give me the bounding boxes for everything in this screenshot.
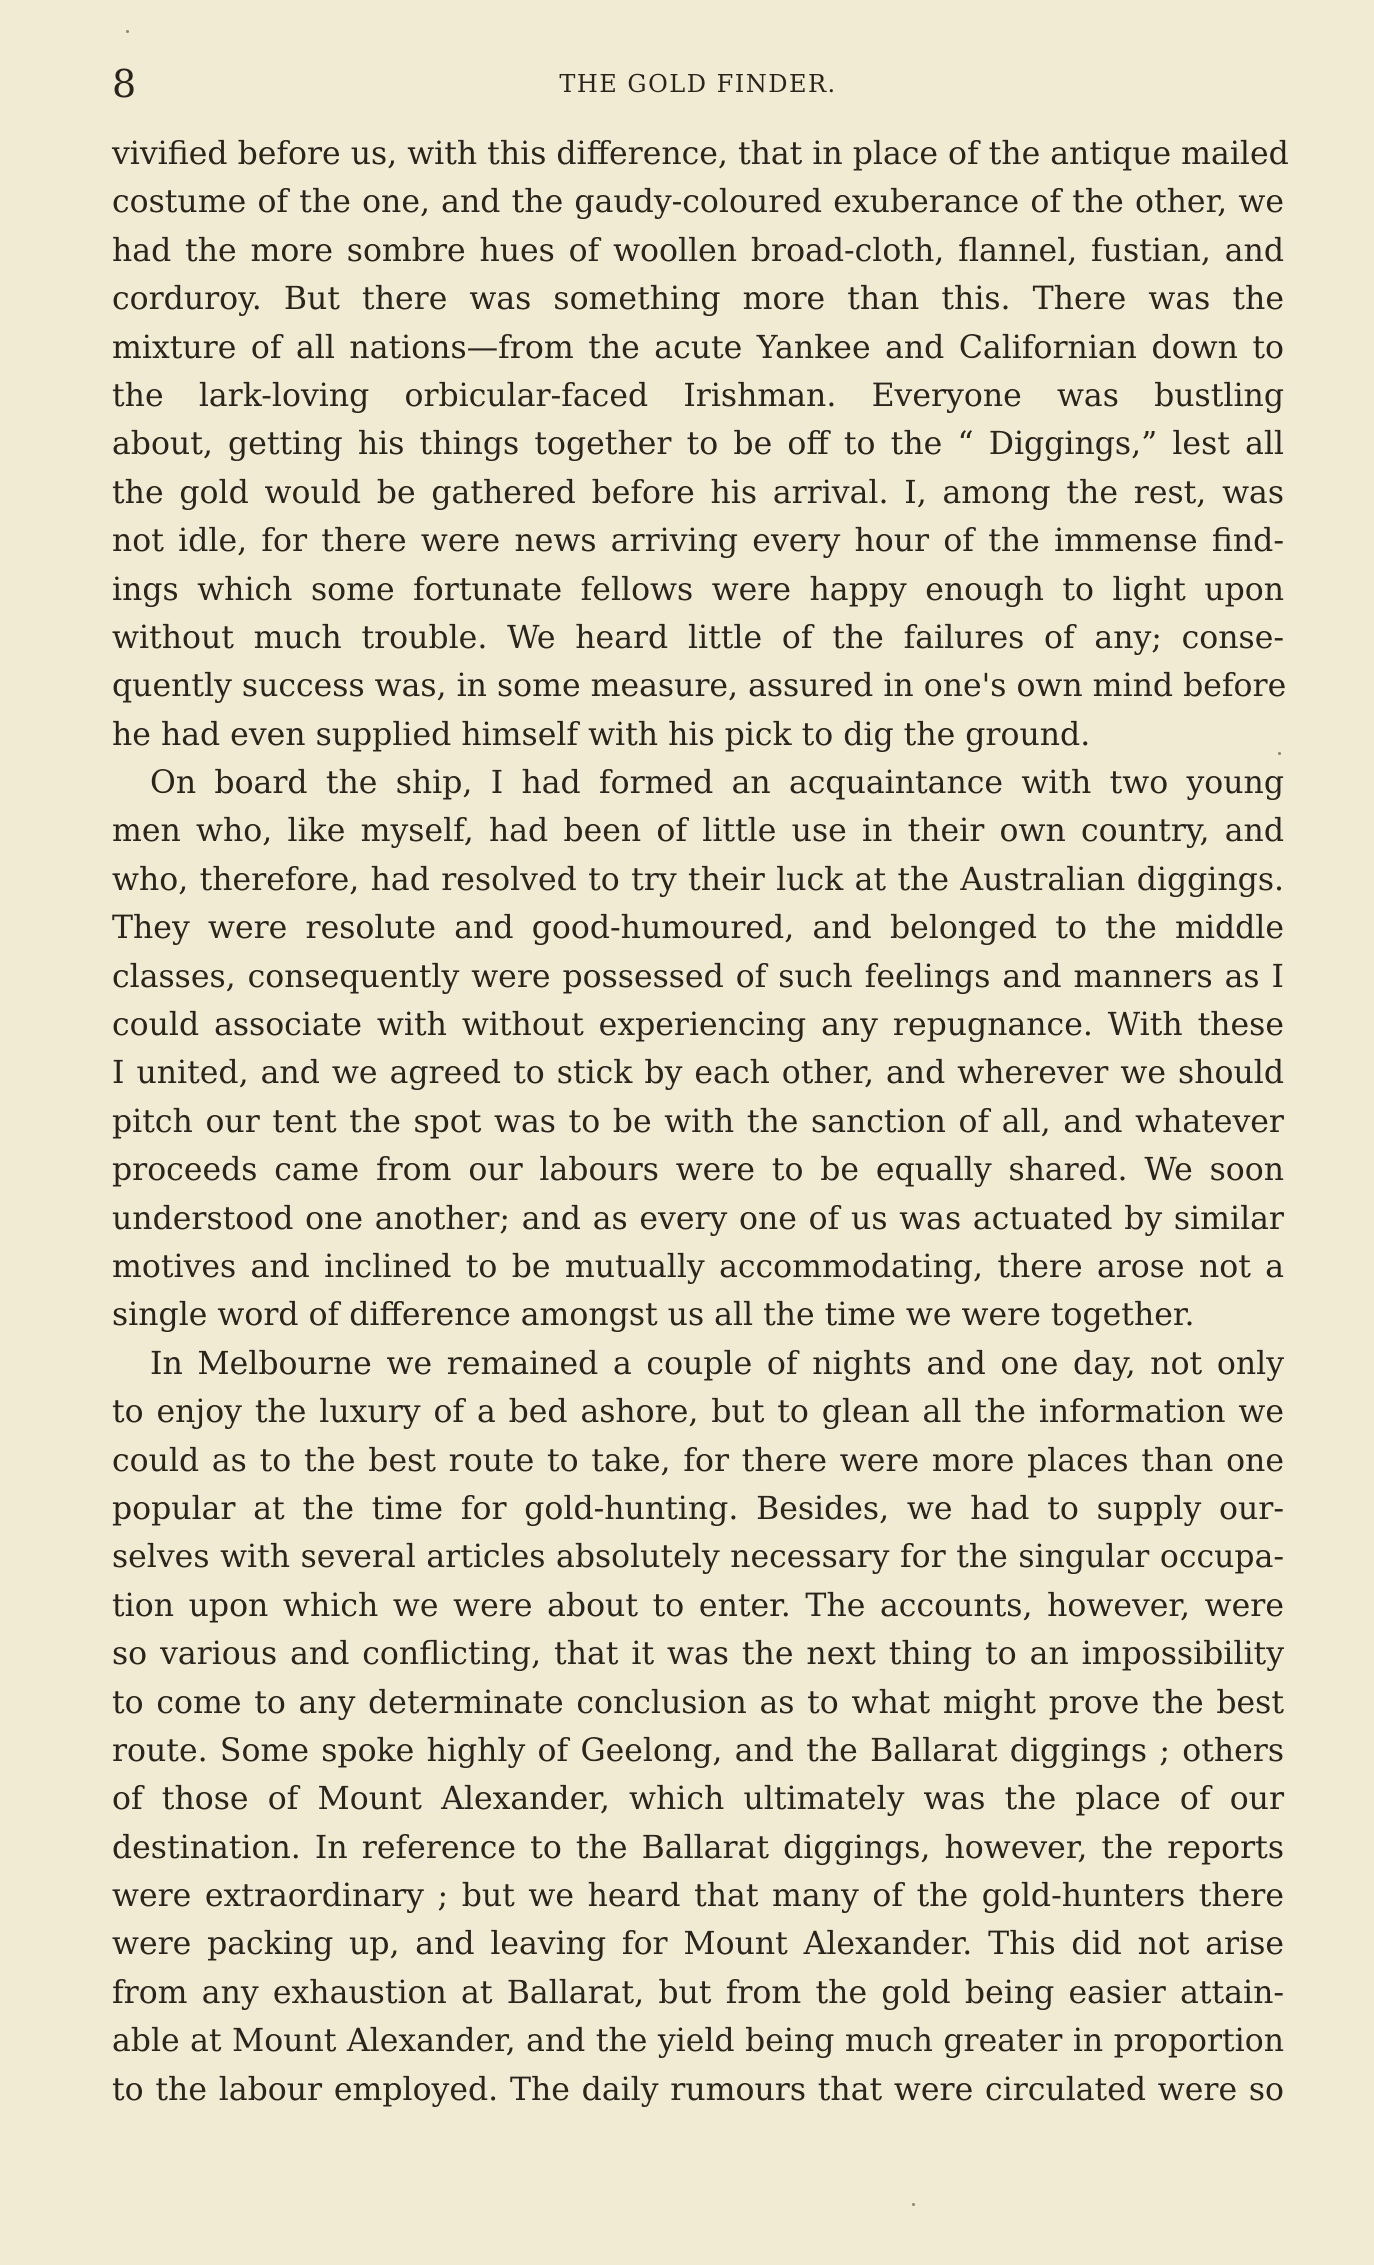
paragraph-start-line: In Melbourne we remained a couple of nights and one day, not only <box>150 1345 1284 1382</box>
text-line: motives and inclined to be mutually accommodating, there arose not a <box>112 1248 1284 1285</box>
text-line: the lark-loving orbicular-faced Irishman. Everyone was bustling <box>112 377 1284 414</box>
text-line: the gold would be gathered before his arrival. I, among the rest, was <box>112 474 1284 511</box>
text-line: who, therefore, had resolved to try their luck at the Australian diggings. <box>112 861 1284 898</box>
text-line: without much trouble. We heard little of the failures of any; conse- <box>112 619 1284 656</box>
text-line: could as to the best route to take, for there were more places than one <box>112 1442 1284 1479</box>
text-line: not idle, for there were news arriving every hour of the immense find- <box>112 523 1284 560</box>
text-line: about, getting his things together to be off to the “ Diggings,” lest all <box>112 426 1284 463</box>
text-line: route. Some spoke highly of Geelong, and the Ballarat diggings ; others <box>112 1732 1284 1769</box>
text-line: proceeds came from our labours were to be equally shared. We soon <box>112 1152 1284 1189</box>
text-line: classes, consequently were possessed of such feelings and manners as I <box>112 958 1284 995</box>
body-text <box>112 130 1289 2114</box>
paragraph-start-line: On board the ship, I had formed an acquaintance with two young <box>150 765 1284 802</box>
text-line: popular at the time for gold-hunting. Besides, we had to supply our- <box>112 1490 1284 1527</box>
text-line: understood one another; and as every one of us was actuated by similar <box>112 1200 1284 1237</box>
text-line: pitch our tent the spot was to be with the sanction of all, and whatever <box>112 1103 1284 1140</box>
paper-speck <box>126 30 129 33</box>
text-line: quently success was, in some measure, assured in one's own mind before <box>112 668 1287 705</box>
text-line: mixture of all nations—from the acute Yankee and Californian down to <box>112 329 1284 366</box>
text-line: to enjoy the luxury of a bed ashore, but to glean all the information we <box>112 1394 1284 1431</box>
text-line: to the labour employed. The daily rumours that were circulated were so <box>112 2071 1284 2108</box>
paragraph-end-line: he had even supplied himself with his pick to dig the ground. <box>112 716 1091 753</box>
text-line: of those of Mount Alexander, which ultimately was the place of our <box>112 1781 1284 1818</box>
text-line: able at Mount Alexander, and the yield being much greater in proportion <box>112 2023 1284 2060</box>
text-line: corduroy. But there was something more than this. There was the <box>112 281 1284 318</box>
page-header <box>112 62 1284 106</box>
paper-speck <box>912 2203 915 2206</box>
text-line: ings which some fortunate fellows were happy enough to light upon <box>112 571 1284 608</box>
text-line: were packing up, and leaving for Mount Alexander. This did not arise <box>112 1926 1284 1963</box>
text-line: destination. In reference to the Ballarat diggings, however, the reports <box>112 1829 1284 1866</box>
text-line: so various and conflicting, that it was the next thing to an impossibility <box>112 1636 1284 1673</box>
text-line: could associate with without experiencing any repugnance. With these <box>112 1007 1284 1044</box>
page-number: 8 <box>112 62 137 106</box>
text-line: from any exhaustion at Ballarat, but from the gold being easier attain- <box>112 1974 1284 2011</box>
text-line: selves with several articles absolutely necessary for the singular occupa- <box>112 1539 1284 1576</box>
running-title: THE GOLD FINDER. <box>559 70 837 98</box>
text-line: vivified before us, with this difference, that in place of the antique mailed <box>112 136 1289 172</box>
text-line: I united, and we agreed to stick by each other, and wherever we should <box>112 1055 1284 1092</box>
text-line: men who, like myself, had been of little use in their own country, and <box>112 813 1284 850</box>
paragraph-end-line: single word of difference amongst us all the time we were together. <box>112 1297 1195 1334</box>
text-line: had the more sombre hues of woollen broad-cloth, flannel, fustian, and <box>112 232 1284 269</box>
text-line: tion upon which we were about to enter. The accounts, however, were <box>112 1587 1284 1624</box>
text-line: to come to any determinate conclusion as to what might prove the best <box>112 1684 1284 1721</box>
text-line: costume of the one, and the gaudy-coloured exuberance of the other, we <box>112 184 1284 221</box>
text-line: were extraordinary ; but we heard that many of the gold-hunters there <box>112 1878 1284 1915</box>
text-line: They were resolute and good-humoured, and belonged to the middle <box>112 910 1284 947</box>
paper-speck <box>1278 752 1281 755</box>
